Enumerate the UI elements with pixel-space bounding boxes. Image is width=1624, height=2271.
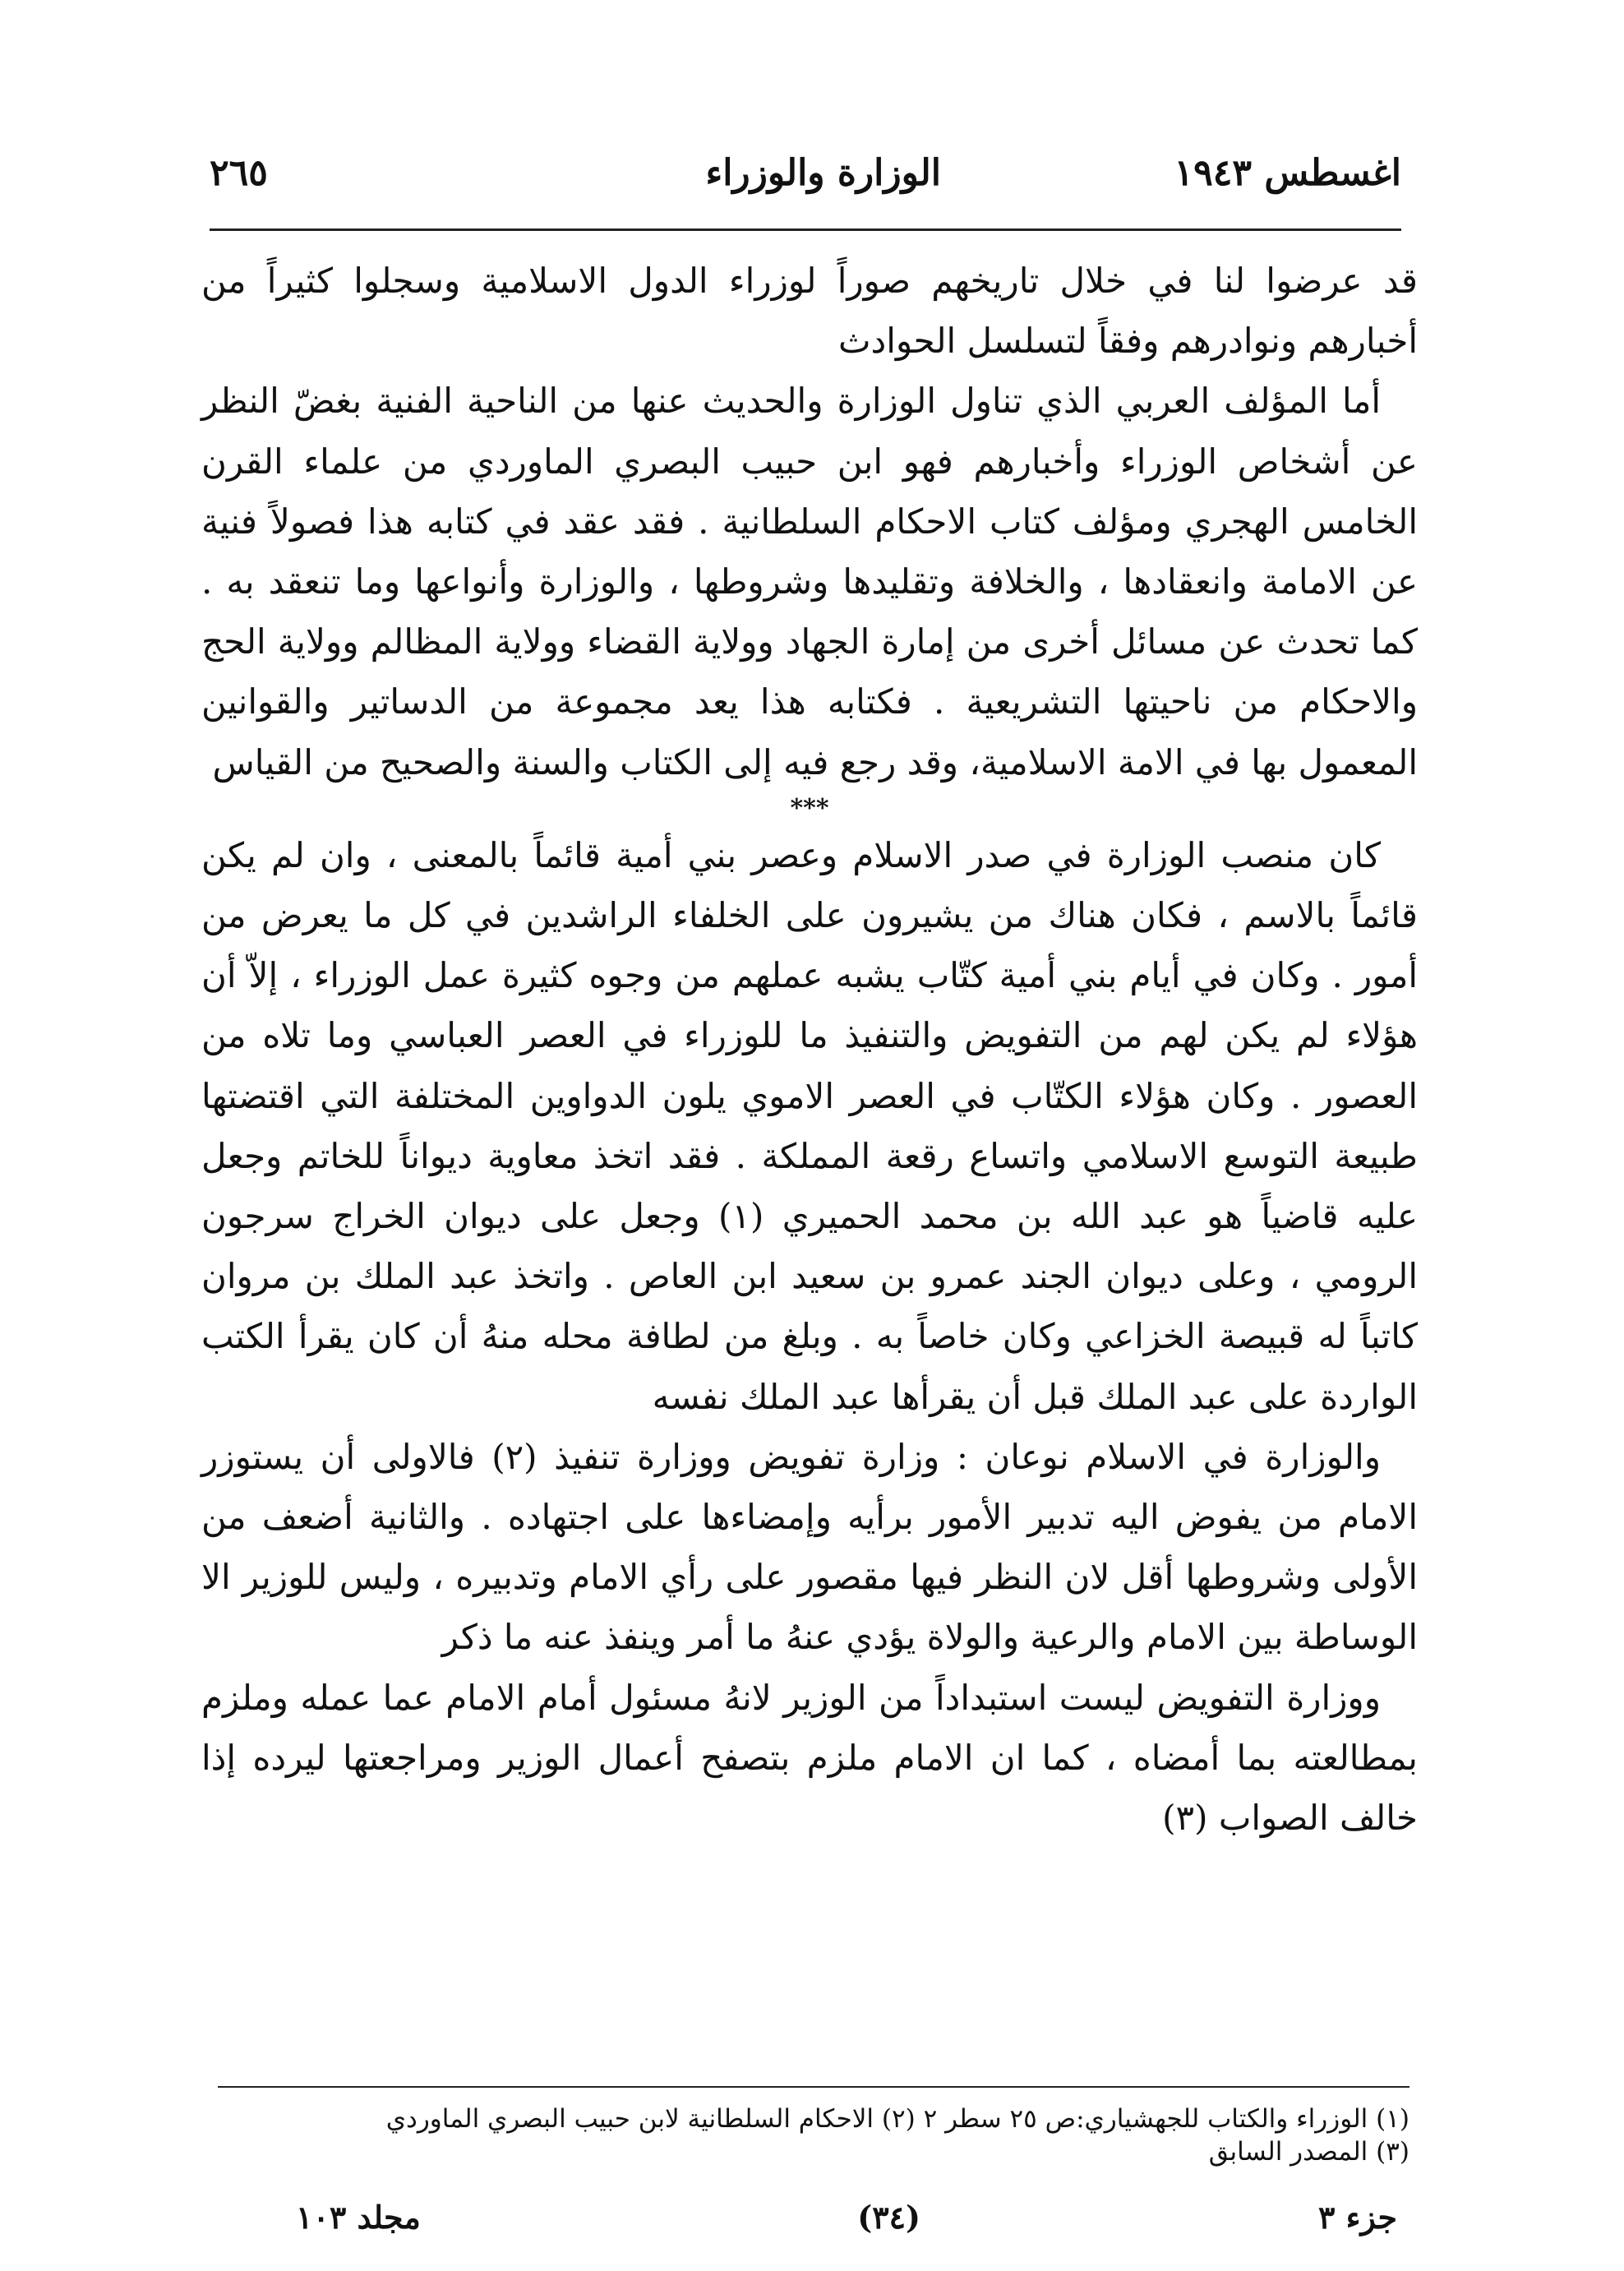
section-separator: *** [790, 793, 829, 823]
footer-page-number: (٣٤) [857, 2199, 920, 2236]
paragraph-3: كان منصب الوزارة في صدر الاسلام وعصر بني أمية قائماً بالمعنى ، وان لم يكن قائماً بالاسم ، فكان هناك من يشيرون على الخلفاء الراشدين في كل ما يعرض من أمور . وكان في أيام بني أمية كتّاب يشبه عملهم من وجوه كثيرة عمل الوزراء ، إلاّ أن هؤلاء لم يكن لهم من التفويض والتنفيذ ما للوزراء في العصر العباسي وما تلاه من العصور . وكان هؤلاء الكتّاب في العصر الاموي يلون الدواوين المختلفة التي اقتضتها طبيعة التوسع الاسلامي واتساع رقعة المملكة . فقد اتخذ معاوية ديواناً للخاتم وجعل عليه قاضياً هو عبد الله بن محمد الحميري (١) وجعل على ديوان الخراج سرجون الرومي ، وعلى ديوان الجند عمرو بن سعيد ابن العاص . واتخذ عبد الملك بن مروان كاتباً له قبيصة الخزاعي وكان خاصاً به . وبلغ من لطافة محله منهُ أن كان يقرأ الكتب الواردة على عبد الملك قبل أن يقرأها عبد الملك نفسه [201, 834, 1419, 1417]
footnote-line-2: (٣) المصدر السابق [1208, 2137, 1409, 2167]
footer-part: جزء ٣ [1318, 2199, 1397, 2236]
running-header [210, 152, 1401, 210]
paragraph-5: ووزارة التفويض ليست استبداداً من الوزير لانهُ مسئول أمام الامام عما عمله وملزم بمطالعته بما أمضاه ، كما ان الامام ملزم بتصفح أعمال الوزير ومراجعتها ليرده إذا خالف الصواب (٣) [201, 1677, 1418, 1839]
paragraph-4: والوزارة في الاسلام نوعان : وزارة تفويض ووزارة تنفيذ (٢) فالاولى أن يستوزر الامام من يفوض اليه تدبير الأمور برأيه وإمضاءها على اجتهاده . والثانية أضعف من الأولى وشروطها أقل لان النظر فيها مقصور على رأي الامام وتدبيره ، وليس للوزير الا الوساطة بين الامام والرعية والولاة يؤدي عنهُ ما أمر وينفذ عنه ما ذكر [201, 1436, 1418, 1658]
header-date: اغسطس ١٩٤٣ [1174, 152, 1401, 194]
page-footer [296, 2199, 1397, 2248]
footnote-line-1: (١) الوزراء والكتاب للجهشياري:ص ٢٥ سطر ٢ (٢) الاحكام السلطانية لابن حبيب البصري الماوردي [385, 2104, 1409, 2134]
footer-volume: مجلد ١٠٣ [296, 2199, 421, 2236]
footnotes [218, 2103, 1409, 2168]
body-text [201, 251, 1418, 1848]
header-rule [210, 228, 1401, 231]
footnote-rule [218, 2086, 1409, 2088]
paragraph-2: أما المؤلف العربي الذي تناول الوزارة والحديث عنها من الناحية الفنية بغضّ النظر عن أشخاص الوزراء وأخبارهم فهو ابن حبيب البصري الماوردي من علماء القرن الخامس الهجري ومؤلف كتاب الاحكام السلطانية . فقد عقد في كتابه هذا فصولاً فنية عن الامامة وانعقادها ، والخلافة وتقليدها وشروطها ، والوزارة وأنواعها وما تنعقد به . كما تحدث عن مسائل أخرى من إمارة الجهاد وولاية القضاء وولاية المظالم وولاية الحج والاحكام من ناحيتها التشريعية . فكتابه هذا يعد مجموعة من الدساتير والقوانين المعمول بها في الامة الاسلامية، وقد رجع فيه إلى الكتاب والسنة والصحيح من القياس [201, 381, 1418, 782]
paragraph-1: قد عرضوا لنا في خلال تاريخهم صوراً لوزراء الدول الاسلامية وسجلوا كثيراً من أخبارهم ونوادرهم وفقاً لتسلسل الحوادث [201, 261, 1418, 362]
header-page-number: ٢٦٥ [210, 152, 268, 194]
header-title: الوزارة والوزراء [705, 152, 941, 194]
